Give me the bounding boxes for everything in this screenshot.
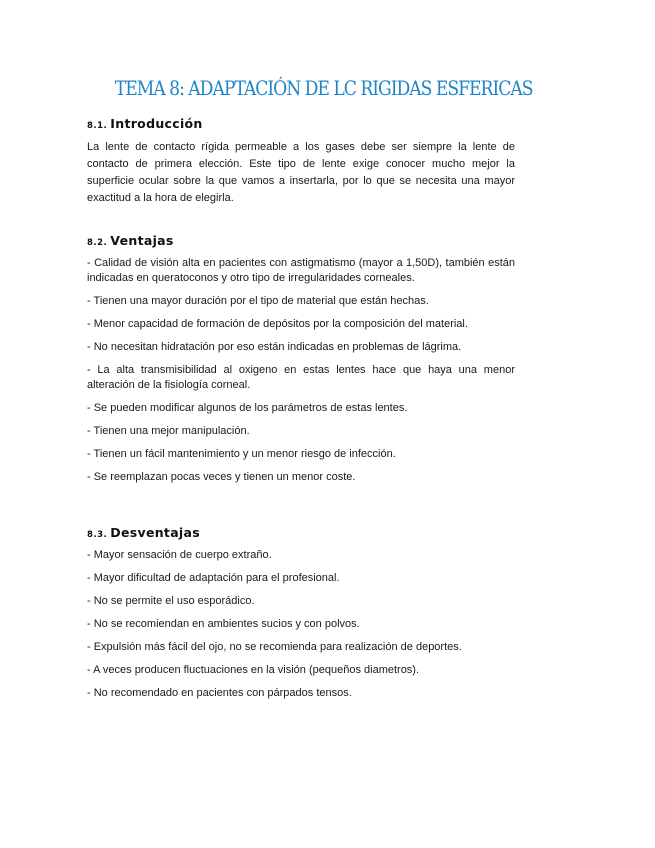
list-item: - Expulsión más fácil del ojo, no se recomienda para realización de deportes.	[87, 641, 462, 653]
ventajas-list	[87, 256, 515, 485]
list-item: - Tienen un fácil mantenimiento y un menor riesgo de infección.	[87, 448, 396, 460]
section-number: 8.1.	[87, 121, 108, 131]
list-item: - A veces producen fluctuaciones en la visión (pequeños diametros).	[87, 664, 420, 676]
section-ventajas	[87, 233, 515, 493]
section-title: Ventajas	[110, 233, 174, 248]
section-number: 8.3.	[87, 530, 108, 540]
section-number: 8.2.	[87, 238, 108, 248]
list-item: - Se reemplazan pocas veces y tienen un menor coste.	[87, 471, 356, 483]
section-desventajas	[87, 525, 515, 709]
list-item: - Tienen una mejor manipulación.	[87, 425, 250, 437]
section-title: Introducción	[110, 116, 203, 131]
list-item: - No se recomiendan en ambientes sucios y con polvos.	[87, 618, 360, 630]
desventajas-list	[87, 548, 515, 701]
list-item: - La alta transmisibilidad al oxigeno en estas lentes hace que haya una menor alteración de la fisiología corneal.	[87, 364, 515, 391]
intro-paragraph: La lente de contacto rígida permeable a los gases debe ser siempre la lente de contacto de primera elección. Este tipo de lente exige conocer mucho mejor la superficie ocular sobre la que vamos a insertarla, por lo que se necesita una mayor exactitud a la hora de elegirla.	[87, 141, 515, 204]
list-item: - No necesitan hidratación por eso están indicadas en problemas de lágrima.	[87, 341, 462, 353]
list-item: - Mayor sensación de cuerpo extraño.	[87, 549, 272, 561]
section-introduccion	[87, 116, 515, 207]
page-title: TEMA 8: ADAPTACIÓN DE LC RIGIDAS ESFERICAS	[114, 76, 533, 100]
section-heading	[87, 233, 515, 248]
list-item: - Calidad de visión alta en pacientes con astigmatismo (mayor a 1,50D), también están indicadas en queratoconos y otro tipo de irregularidades corneales.	[87, 257, 515, 284]
section-title: Desventajas	[110, 525, 200, 540]
list-item: - No recomendado en pacientes con párpados tensos.	[87, 687, 352, 699]
list-item: - Mayor dificultad de adaptación para el profesional.	[87, 572, 340, 584]
list-item: - Tienen una mayor duración por el tipo de material que están hechas.	[87, 295, 429, 307]
list-item: - Se pueden modificar algunos de los parámetros de estas lentes.	[87, 402, 408, 414]
section-heading	[87, 525, 515, 540]
section-heading	[87, 116, 515, 131]
list-item: - Menor capacidad de formación de depósitos por la composición del material.	[87, 318, 468, 330]
list-item: - No se permite el uso esporádico.	[87, 595, 255, 607]
